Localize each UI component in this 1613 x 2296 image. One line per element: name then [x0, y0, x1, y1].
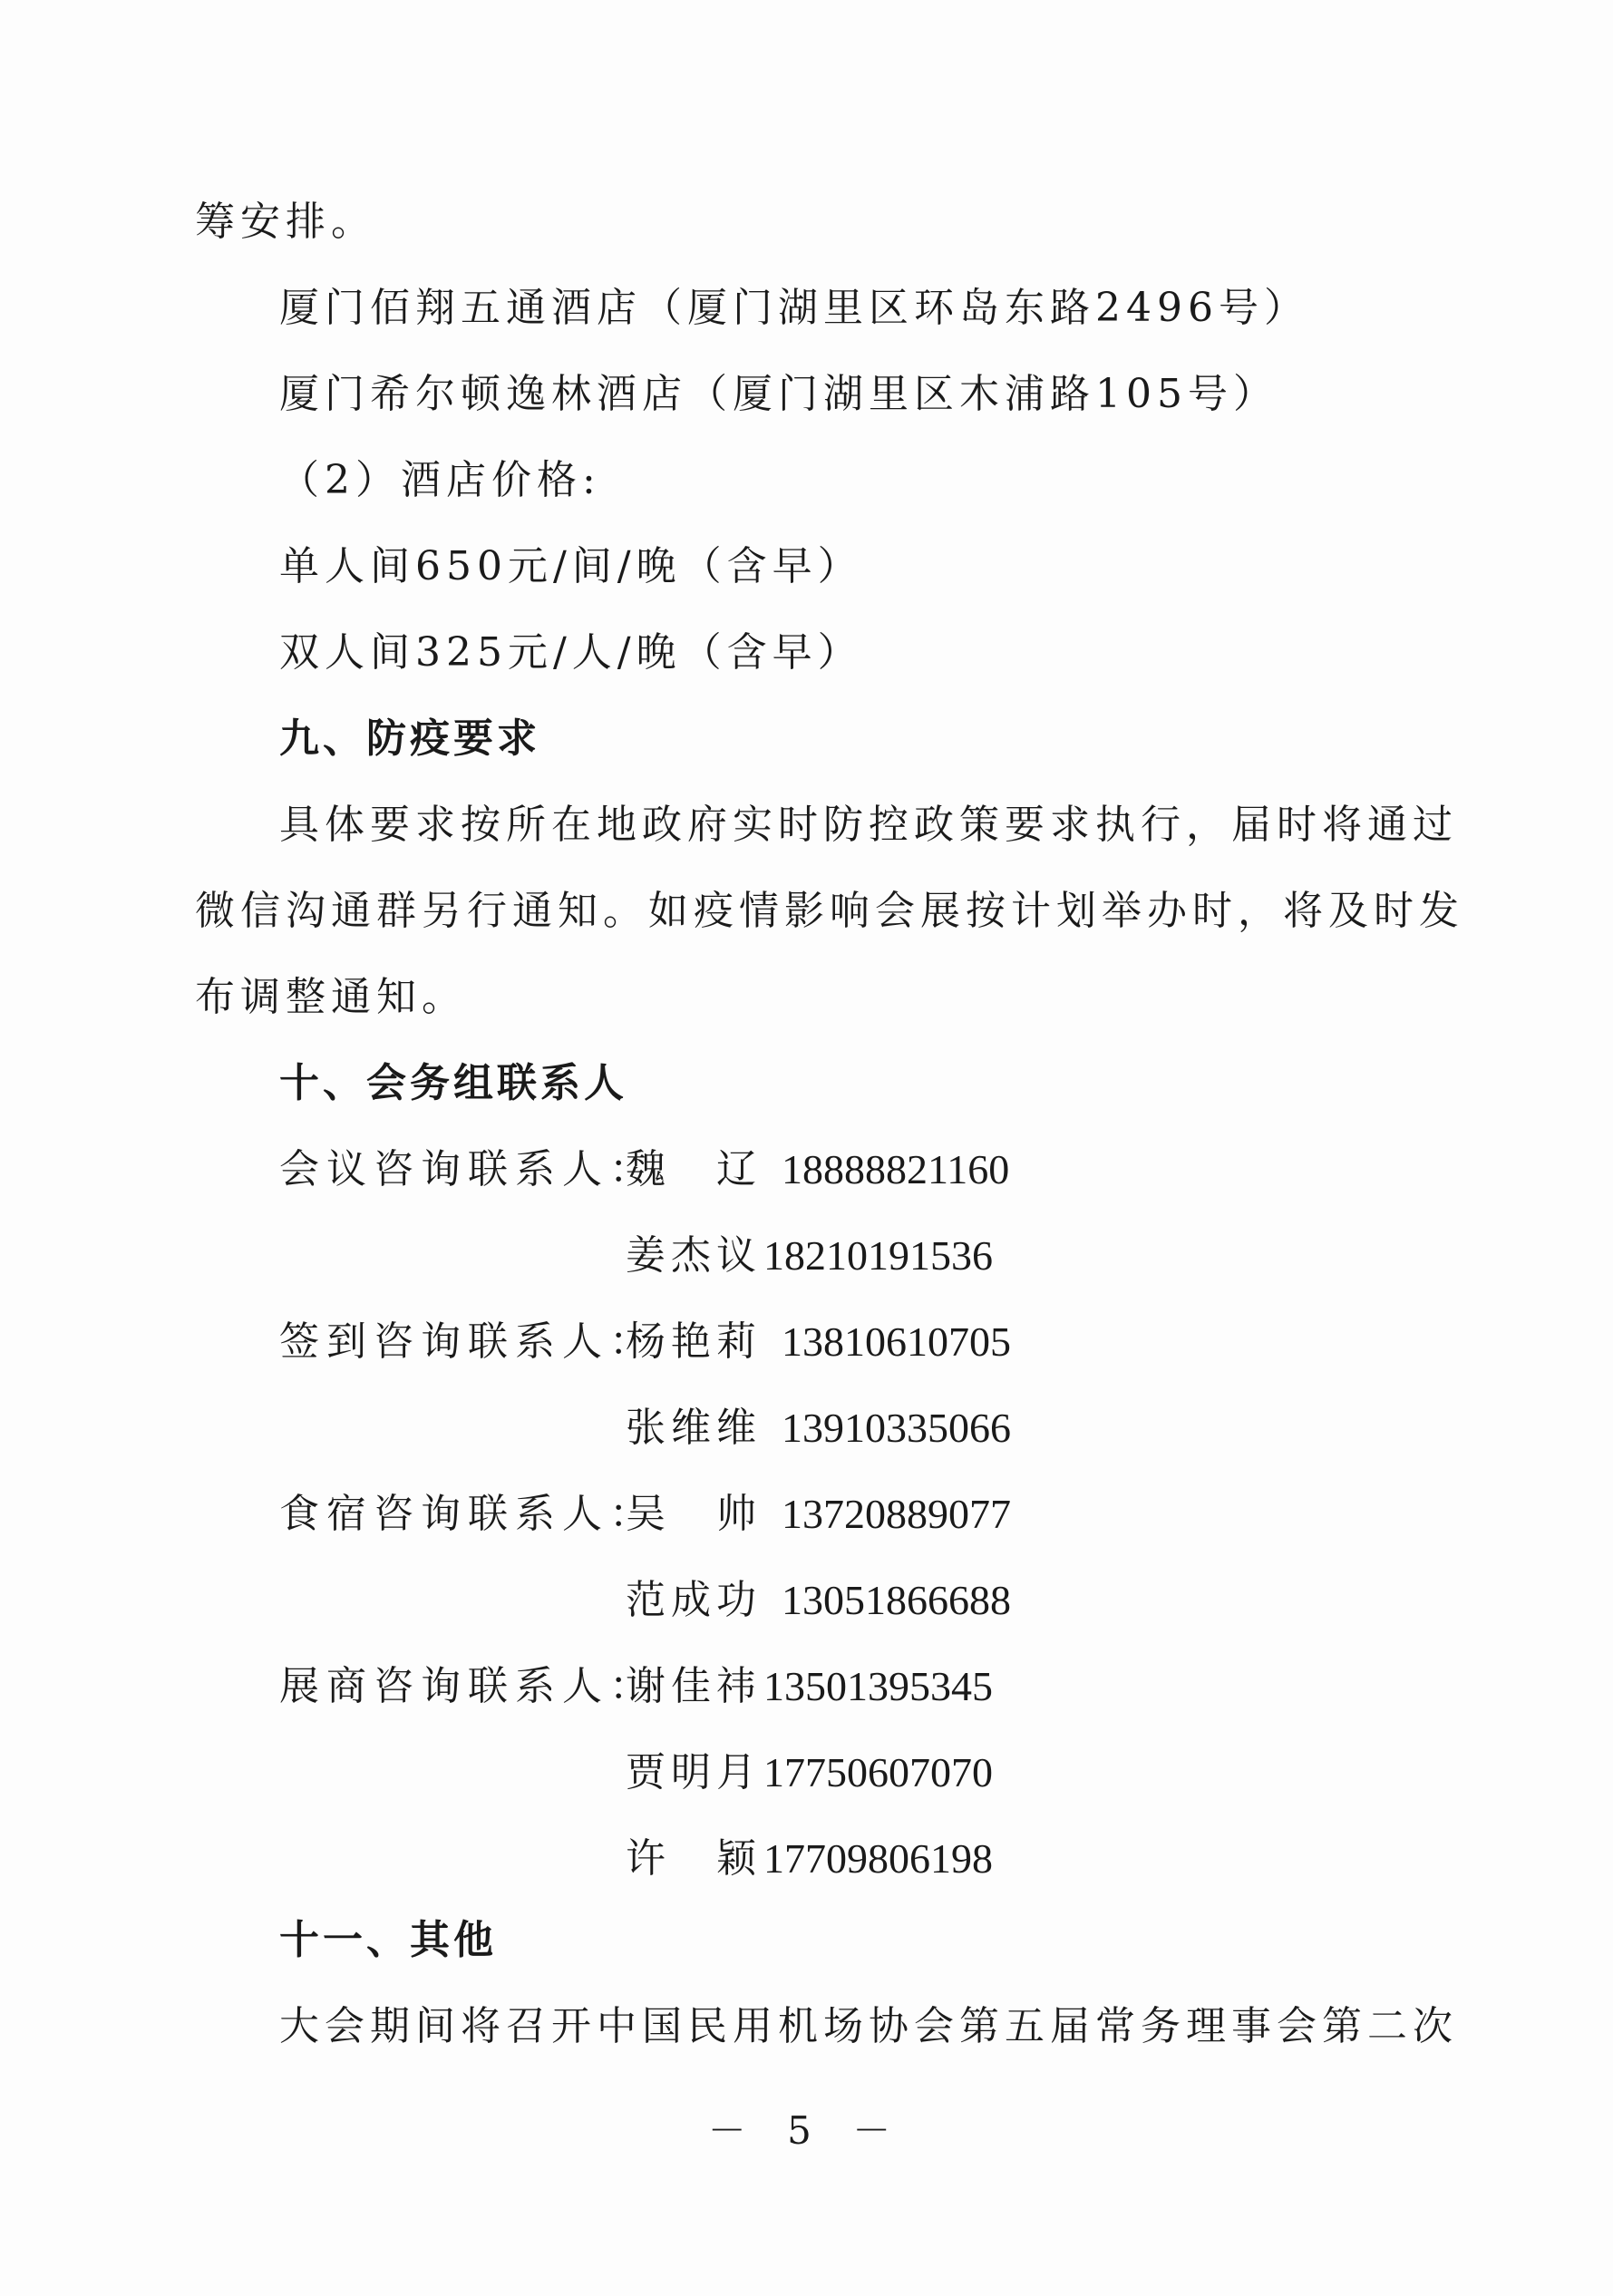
contact-name: 姜杰议: [626, 1232, 762, 1279]
contact-phone: 13051866688: [782, 1577, 1011, 1623]
contact-phone: 13910335066: [782, 1405, 1011, 1451]
contact-phone: 13501395345: [763, 1663, 993, 1709]
price-heading-text: （2）酒店价格:: [279, 457, 601, 503]
section-11-paragraph-line-1: 大会期间将召开中国民用机场协会第五届常务理事会第二次: [279, 2003, 1458, 2049]
contact-name: 贾明月: [626, 1749, 762, 1795]
section-11-heading: 十一、其他: [279, 1917, 497, 1963]
contact-group-label-checkin: 签到咨询联系人：: [279, 1318, 656, 1365]
contact-name: 魏 辽: [626, 1146, 762, 1192]
contact-name: 范成功: [626, 1577, 762, 1623]
contact-name: 杨艳莉: [626, 1318, 762, 1365]
section-9-paragraph-line-2: 微信沟通群另行通知。如疫情影响会展按计划举办时，将及时发: [195, 888, 1464, 934]
contact-phone: 13720889077: [782, 1491, 1011, 1537]
contact-group-label-lodging: 食宿咨询联系人：: [279, 1491, 656, 1537]
contact-name: 谢佳祎: [626, 1663, 762, 1709]
price-double-text: 双人间325元/人/晚（含早）: [279, 629, 863, 676]
contact-phone: 17709806198: [763, 1835, 993, 1882]
contact-name: 吴 帅: [626, 1491, 762, 1537]
hotel-2-text: 厦门希尔顿逸林酒店（厦门湖里区木浦路105号）: [279, 371, 1278, 417]
price-single-text: 单人间650元/间/晚（含早）: [279, 543, 863, 589]
contact-phone: 17750607070: [763, 1749, 993, 1795]
arrangement-tail-text: 筹安排。: [195, 199, 376, 245]
page-number: － 5 －: [707, 2108, 906, 2153]
contact-group-label-meeting: 会议咨询联系人：: [279, 1146, 656, 1192]
contact-group-label-exhibitor: 展商咨询联系人：: [279, 1663, 656, 1709]
section-9-paragraph-line-1: 具体要求按所在地政府实时防控政策要求执行，届时将通过: [279, 802, 1458, 848]
contact-name: 张维维: [626, 1405, 762, 1451]
contact-phone: 13810610705: [782, 1318, 1011, 1365]
contact-name: 许 颖: [626, 1835, 762, 1882]
section-10-heading: 十、会务组联系人: [279, 1060, 627, 1106]
contact-phone: 18210191536: [763, 1232, 993, 1279]
hotel-1-text: 厦门佰翔五通酒店（厦门湖里区环岛东路2496号）: [279, 285, 1309, 331]
contact-phone: 18888821160: [782, 1146, 1010, 1192]
section-9-paragraph-line-3: 布调整通知。: [195, 974, 467, 1020]
section-9-heading: 九、防疫要求: [279, 715, 540, 762]
